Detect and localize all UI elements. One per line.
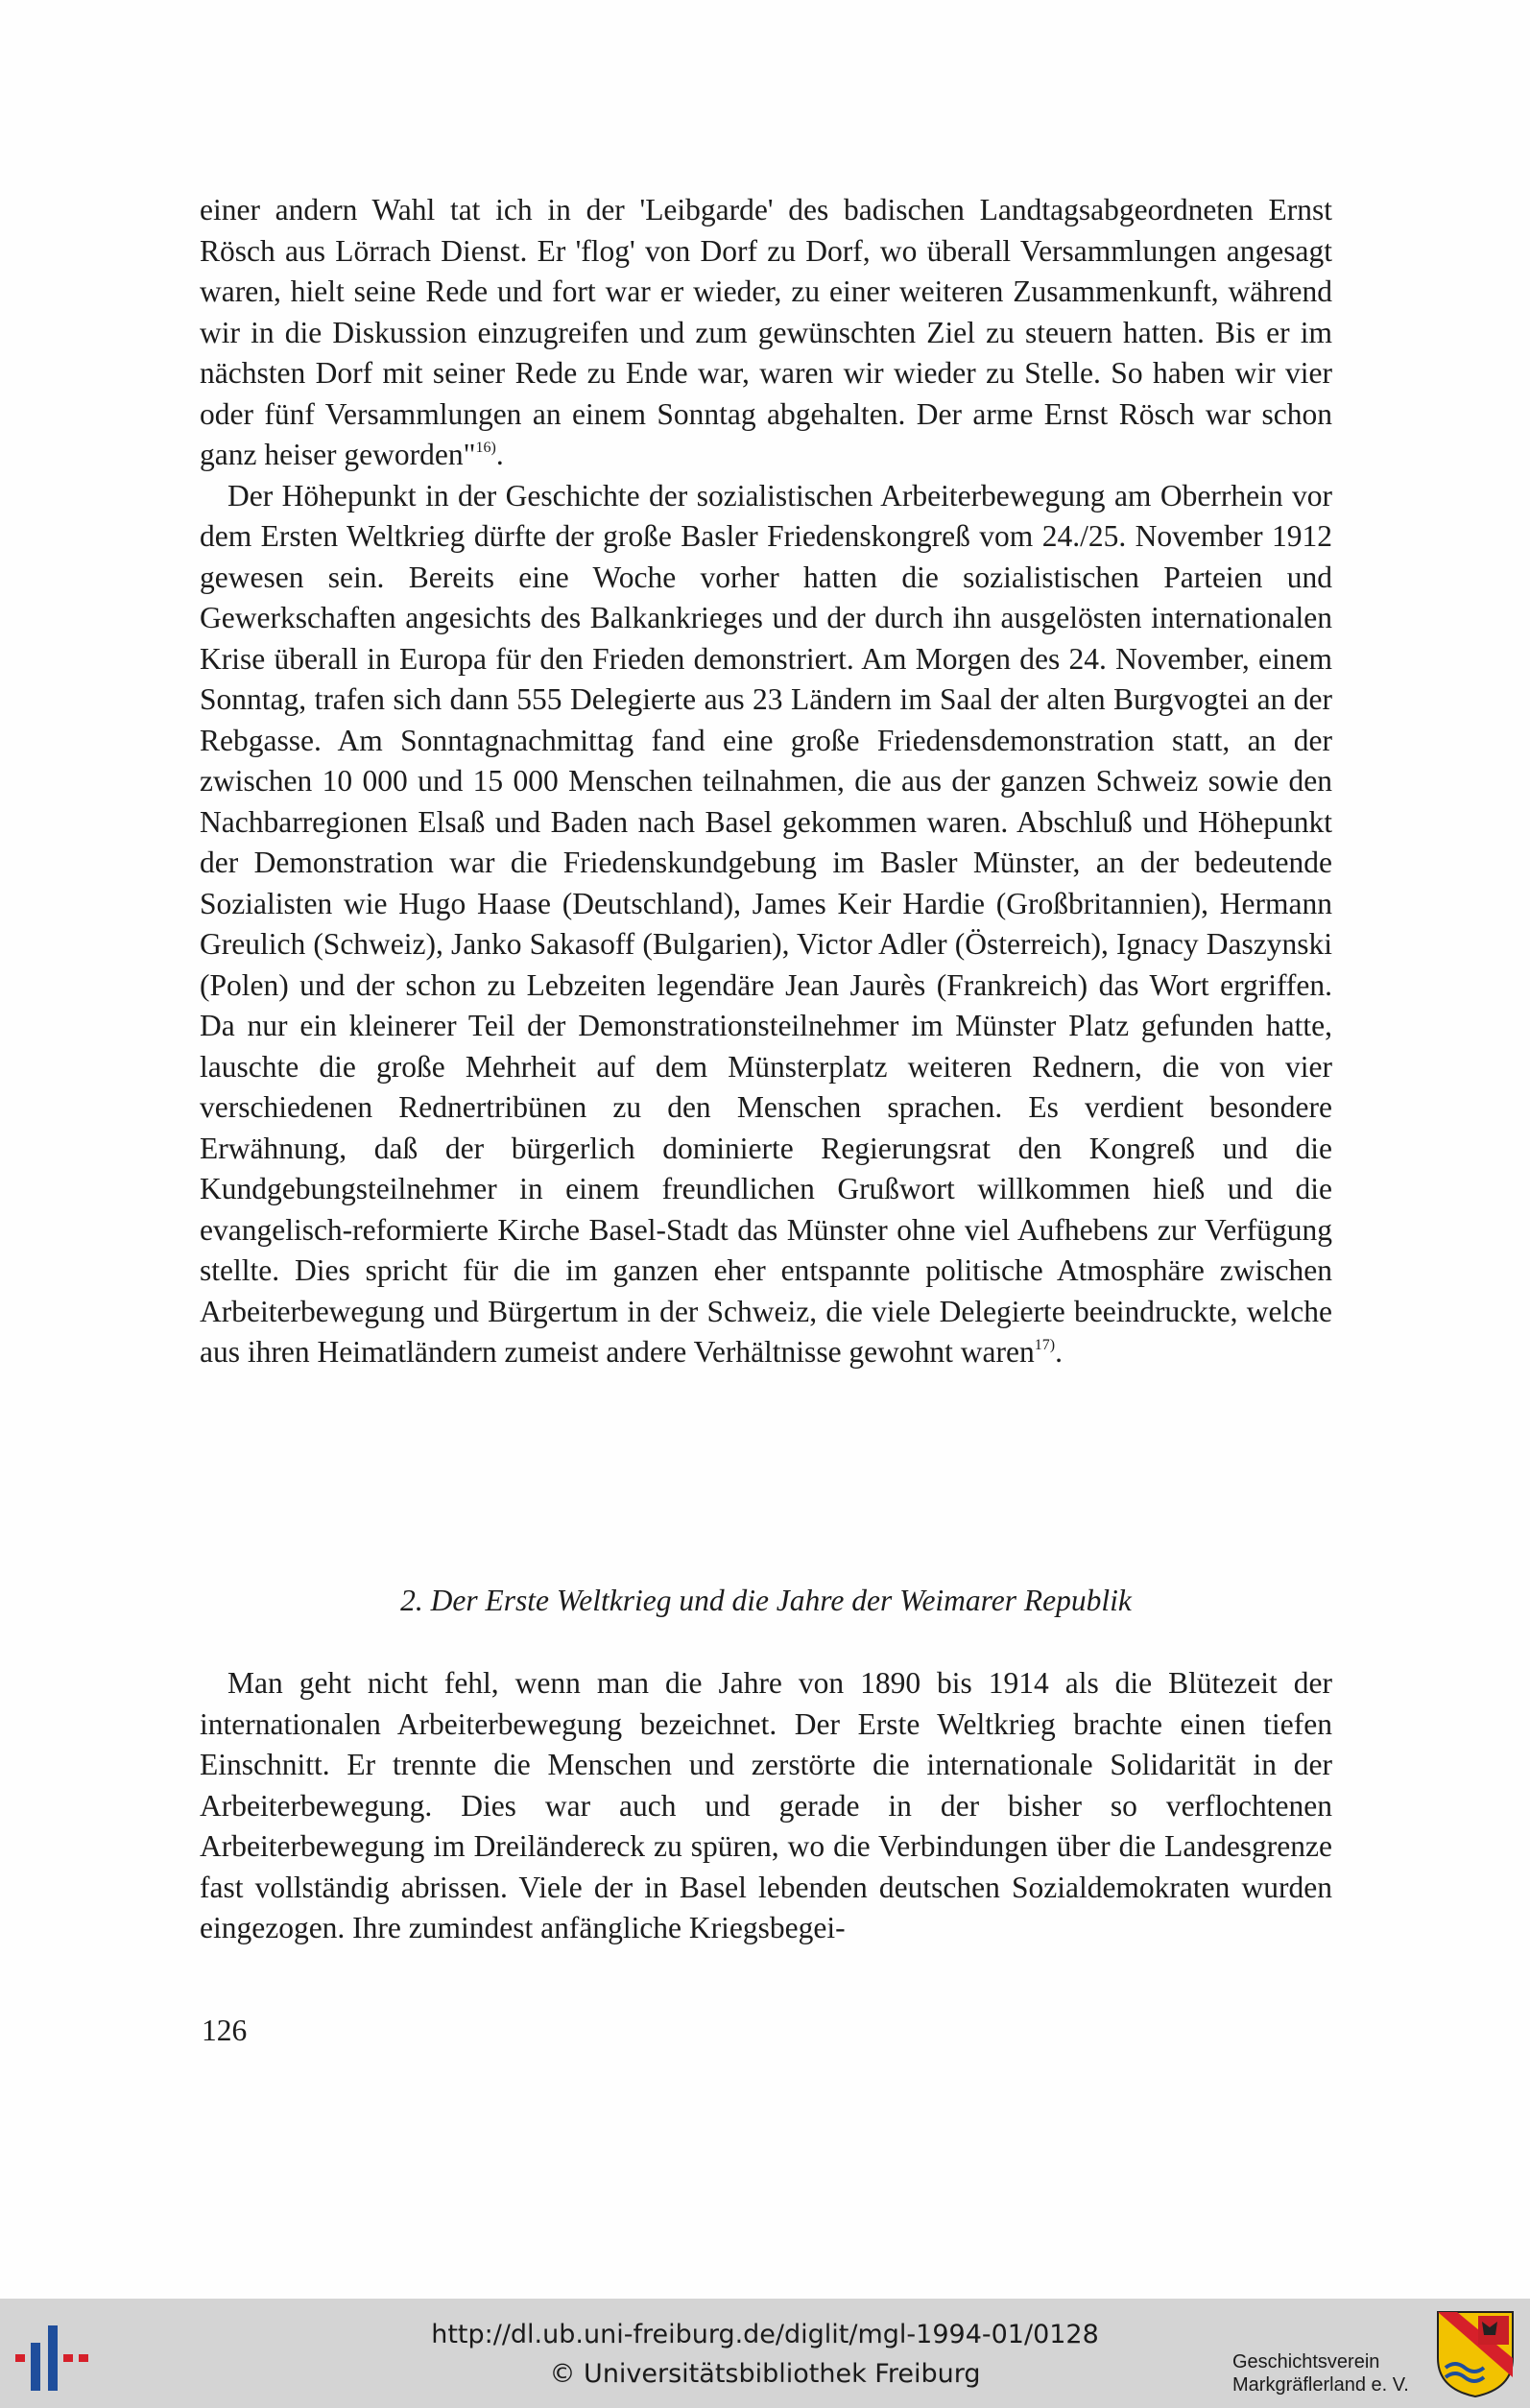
permalink-url[interactable]: http://dl.ub.uni-freiburg.de/diglit/mgl-1994-01/0128 bbox=[431, 2320, 1099, 2349]
copyright-notice: © Universitätsbibliothek Freiburg bbox=[549, 2359, 981, 2389]
society-name-line1: Geschichtsverein bbox=[1232, 2351, 1380, 2372]
body-text-block-1 bbox=[200, 190, 1332, 1373]
paragraph: Der Höhepunkt in der Geschichte der sozialistischen Arbeiterbewegung am Oberrhein vor dem Ersten Weltkrieg dürfte der große Basler Friedenskongreß vom 24./25. November 1912 gewesen sein. Bereits eine Woche vorher hatten die sozialistischen Parteien und Gewerkschaften angesichts des Balkankrieges und der durch ihn ausgelösten internationalen Krise überall in Europa für den Frieden demonstriert. Am Morgen des 24. November, einem Sonntag, trafen sich dann 555 Delegierte aus 23 Ländern im Saal der alten Burgvogtei an der Rebgasse. Am Sonntagnachmittag fand eine große Friedensdemonstration statt, an der zwischen 10 000 und 15 000 Menschen teilnahmen, die aus der ganzen Schweiz sowie den Nachbarregionen Elsaß und Baden nach Basel gekommen waren. Abschluß und Höhepunkt der Demonstration war die Friedenskundgebung im Basler Münster, an der bedeutende Sozialisten wie Hugo Haase (Deutschland), James Keir Hardie (Großbritannien), Hermann Greulich (Schweiz), Janko Sakasoff (Bulgarien), Victor Adler (Österreich), Ignacy Daszynski (Polen) und der schon zu Lebzeiten legendäre Jean Jaurès (Frankreich) das Wort ergriffen. Da nur ein kleinerer Teil der Demonstrationsteilnehmer im Münster Platz gefunden hatte, lauschte die große Mehrheit auf dem Münsterplatz weiteren Rednern, die von vier verschiedenen Rednertribünen zu den Menschen sprachen. Es verdient besondere Erwähnung, daß der bürgerlich dominierte Regierungsrat den Kongreß und die Kundgebungsteilnehmer in einem freundlichen Grußwort willkommen hieß und die evangelisch-reformierte Kirche Basel-Stadt das Münster ohne viel Aufhebens zur Verfügung stellte. Dies spricht für die im ganzen eher entspannte politische Atmosphäre zwischen Arbeiterbewegung und Bürgertum in der Schweiz, die viele Delegierte beeindruckte, welche aus ihren Heimatländern zumeist andere Verhältnisse gewohnt waren$^{17)}$. bbox=[200, 478, 1332, 1369]
coat-of-arms-icon bbox=[1436, 2310, 1515, 2398]
society-name bbox=[1232, 2350, 1424, 2396]
page-number: 126 bbox=[202, 2014, 248, 2047]
ub-freiburg-logo-icon[interactable] bbox=[13, 2320, 100, 2396]
section-heading: 2. Der Erste Weltkrieg und die Jahre der Weimarer Republik bbox=[400, 1584, 1132, 1617]
body-text-block-2 bbox=[200, 1663, 1332, 1949]
viewer-footer bbox=[0, 2299, 1530, 2408]
paragraph: einer andern Wahl tat ich in der 'Leibgarde' des badischen Landtagsabgeordneten Ernst Rösch aus Lörrach Dienst. Er 'flog' von Dorf zu Dorf, wo überall Versammlungen angesagt waren, hielt seine Rede und fort war er wieder, zu einer weiteren Zusammenkunft, während wir in die Diskussion einzugreifen und zum gewünschten Ziel zu steuern hatten. Bis er im nächsten Dorf mit seiner Rede zu Ende war, waren wir wieder zu Stelle. So haben wir vier oder fünf Versammlungen an einem Sonntag abgehalten. Der arme Ernst Rösch war schon ganz heiser geworden"$^{16)}$. bbox=[200, 193, 1332, 471]
footnote-marker[interactable]: 16) bbox=[475, 440, 496, 456]
footnote-marker[interactable]: 17) bbox=[1034, 1337, 1056, 1353]
paragraph: Man geht nicht fehl, wenn man die Jahre von 1890 bis 1914 als die Blütezeit der internationalen Arbeiterbewegung bezeichnet. Der Erste Weltkrieg brachte einen tiefen Einschnitt. Er trennte die Menschen und zerstörte die internationale Solidarität in der Arbeiterbewegung. Dies war auch und gerade in der bisher so verflochtenen Arbeiterbewegung im Dreiländereck zu spüren, wo die Verbindungen über die Landesgrenze fast vollständig abrissen. Viele der in Basel lebenden deutschen Sozialdemokraten wurden eingezogen. Ihre zumindest anfängliche Kriegsbegei- bbox=[200, 1666, 1332, 1944]
society-name-line2: Markgräflerland e. V. bbox=[1232, 2374, 1409, 2396]
